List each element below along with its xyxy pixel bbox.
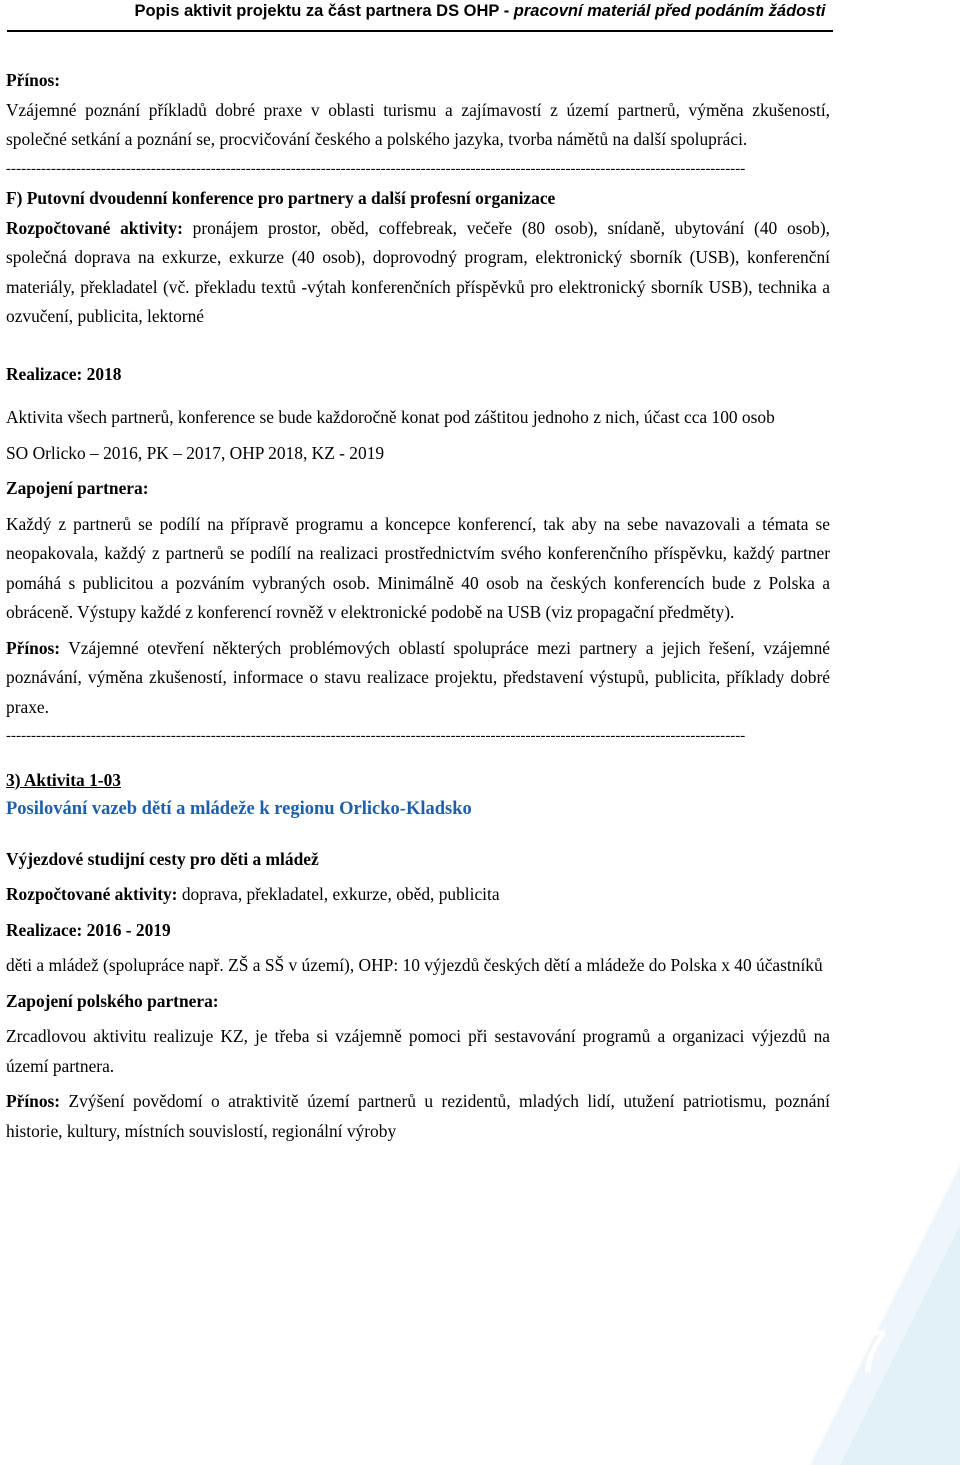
page-header bbox=[0, 0, 960, 30]
prinos-label-3: Přínos: bbox=[6, 1091, 61, 1111]
prinos-label: Přínos: bbox=[6, 637, 61, 658]
section-f-prinos bbox=[6, 634, 830, 723]
separator-line-2: ---------------------------------------------------------------------------------------------------------------------------------------------------- bbox=[6, 728, 746, 744]
prinos-heading: Přínos: bbox=[6, 70, 61, 90]
activity-zapojeni-text: Zrcadlovou aktivitu realizuje KZ, je třeba si vzájemně pomoci při sestavování programů a organizaci výjezdů na území partnera. bbox=[6, 1026, 830, 1076]
activity-realizace-text: děti a mládež (spolupráce např. ZŠ a SŠ v území), OHP: 10 výjezdů českých dětí a mládeže do Polska x 40 účastníků bbox=[6, 955, 823, 975]
header-divider bbox=[7, 30, 833, 32]
activity-realizace: Realizace: 2016 - 2019 bbox=[6, 919, 171, 940]
activity-prinos bbox=[6, 1087, 830, 1146]
section-f-zapojeni-label: Zapojení partnera: bbox=[6, 478, 149, 498]
prinos-text: Vzájemné poznání příkladů dobré praxe v oblasti turismu a zajímavostí z území partnerů, výměna zkušeností, společné setkání a poznání se, procvičování českého a polského jazyka, tvorba námětů na další spolupráci. bbox=[6, 99, 830, 149]
section-f-realizace: Realizace: 2018 bbox=[6, 363, 122, 384]
budget-text: pronájem prostor, oběd, coffebreak, večeře (80 osob), snídaně, ubytování (40 osob), společná doprava na exkurze, exkurze (40 osob), doprovodný program, elektronický sborník (USB), konferenční materiály, překladatel (vč. překladu textů -výtah konferenčních příspěvků pro elektronický sborník USB), technika a ozvučení, publicita, lektorné bbox=[6, 217, 830, 326]
budget-label-3: Rozpočtované aktivity: bbox=[6, 884, 178, 904]
section-f-years: SO Orlicko – 2016, PK – 2017, OHP 2018, KZ - 2019 bbox=[6, 442, 385, 463]
prinos-text-3: Zvýšení povědomí o atraktivitě území partnerů u rezidentů, mladých lidí, utužení patriotismu, poznání historie, kultury, místních souvislostí, regionální výroby bbox=[6, 1091, 830, 1141]
section-f-zapojeni-text: Každý z partnerů se podílí na přípravě programu a koncepce konferencí, tak aby na sebe navazovali a témata se neopakovala, každý z partnerů se podílí na realizaci prostřednictvím svého konferenčního příspěvku, každý partner pomáhá s publicitou a pozváním vybraných osob. Minimálně 40 osob na českých konferencích bude z Polska a obráceně. Výstupy každé z konferencí rovněž v elektronické podobě na USB (viz propagační předměty). bbox=[6, 513, 830, 622]
separator-line: ---------------------------------------------------------------------------------------------------------------------------------------------------- bbox=[6, 160, 746, 177]
header-title-italic: pracovní materiál před podáním žádosti bbox=[513, 2, 826, 20]
section-f-budget bbox=[6, 214, 830, 332]
prinos-text-f: Vzájemné otevření některých problémových oblastí spolupráce mezi partnery a jejich řešení, vzájemné poznávání, výměna zkušeností, informace o stavu realizace projektu, představení výstupů, publicita, příklady dobré praxe. bbox=[6, 637, 830, 717]
page-number: 7 bbox=[854, 1318, 888, 1385]
section-f-title: F) Putovní dvoudenní konference pro partnery a další profesní organizace bbox=[6, 188, 556, 208]
section-f-realizace-text: Aktivita všech partnerů, konference se bude každoročně konat pod záštitou jednoho z nich, účast cca 100 osob bbox=[6, 407, 775, 427]
activity-zapojeni-label: Zapojení polského partnera: bbox=[6, 990, 219, 1011]
activity-subtitle: Výjezdové studijní cesty pro děti a mládež bbox=[6, 848, 319, 869]
header-title: Popis aktivit projektu za část partnera DS OHP - bbox=[134, 2, 514, 20]
activity-number: 3) Aktivita 1-03 bbox=[6, 769, 121, 790]
budget-text-3: doprava, překladatel, exkurze, oběd, publicita bbox=[177, 884, 500, 904]
budget-label: Rozpočtované aktivity: bbox=[6, 217, 183, 238]
document-body bbox=[6, 66, 830, 1146]
activity-title: Posilování vazeb dětí a mládeže k regionu Orlicko-Kladsko bbox=[6, 799, 472, 819]
activity-budget bbox=[6, 880, 830, 910]
